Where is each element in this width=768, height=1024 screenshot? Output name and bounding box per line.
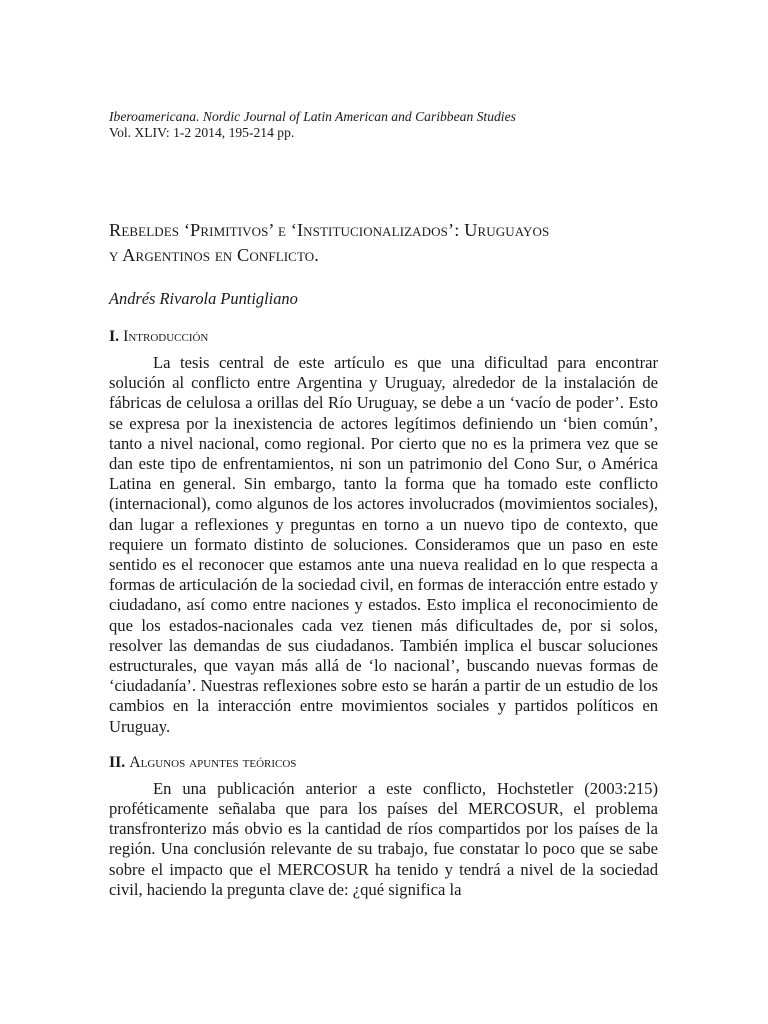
section-number: II. (109, 753, 126, 771)
section-heading-introduccion (109, 327, 658, 347)
article-title-line-2: y Argentinos en Conflicto. (109, 245, 319, 265)
section-title: Algunos apuntes teóricos (129, 753, 297, 771)
journal-name: Iberoamericana. Nordic Journal of Latin American and Caribbean Studies (109, 109, 516, 124)
section-number: I. (109, 328, 120, 345)
section-paragraph-introduccion: La tesis central de este artículo es que una dificultad para encontrar solución al conflicto entre Argentina y Uruguay, alrededor de la instalación de fábricas de celulosa a orillas del Río Uruguay, se debe a un ‘vacío de poder’. Esto se expresa por la inexistencia de actores legítimos definiendo un ‘bien común’, tanto a nivel nacional, como regional. Por cierto que no es la primera vez que se dan este tipo de enfrentamientos, ni son un patrimonio del Cono Sur, o América Latina en general. Sin embargo, tanto la forma que ha tomado este conflicto (internacional), como algunos de los actores involucrados (movimientos sociales), dan lugar a reflexiones y preguntas en torno a un nuevo tipo de contexto, que requiere un formato distinto de soluciones. Consideramos que un paso en este sentido es el reconocer que estamos ante una nueva realidad en lo que respecta a formas de articulación de la sociedad civil, en formas de interacción entre estado y ciudadano, así como entre naciones y estados. Esto implica el reconocimiento de que los estados-nacionales cada vez tienen más dificultades de, por si solos, resolver las demandas de sus ciudadanos. También implica el buscar soluciones estructurales, que vayan más allá de ‘lo nacional’, buscando nuevas formas de ‘ciudadanía’. Nuestras reflexiones sobre esto se harán a partir de un estudio de los cambios en la interacción entre movimientos sociales y partidos políticos en Uruguay. (109, 353, 658, 736)
article-title-line-1: Rebeldes ‘Primitivos’ e ‘Institucionalizados’: Uruguayos (109, 220, 550, 240)
journal-header (109, 109, 658, 141)
journal-volume: Vol. XLIV: 1-2 2014, 195-214 pp. (109, 125, 295, 140)
section-title: Introducción (123, 328, 209, 345)
article-title (109, 218, 658, 268)
section-paragraph-apuntes-teoricos: En una publicación anterior a este conflicto, Hochstetler (2003:215) proféticamente señalaba que para los países del MERCOSUR, el problema transfronterizo más obvio es la cantidad de ríos compartidos por los países de la región. Una conclusión relevante de su trabajo, fue constatar lo poco que se sabe sobre el impacto que el MERCOSUR ha tenido y tendrá a nivel de la sociedad civil, haciendo la pregunta clave de: ¿qué significa la (109, 778, 658, 899)
article-author: Andrés Rivarola Puntigliano (109, 289, 298, 308)
section-heading-apuntes-teoricos (109, 753, 658, 773)
article-page (109, 109, 658, 900)
